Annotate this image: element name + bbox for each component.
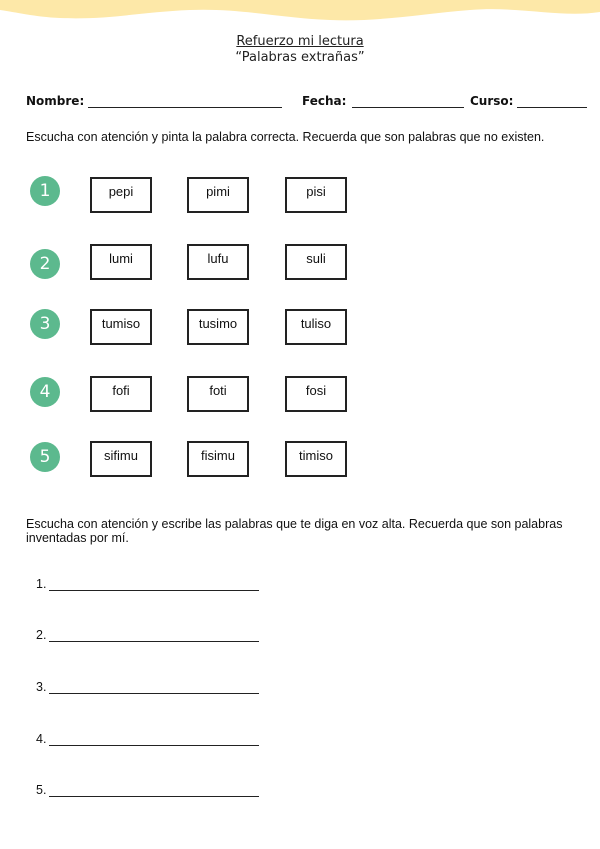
word-option[interactable]: pepi	[90, 177, 152, 213]
worksheet-subtitle: “Palabras extrañas”	[235, 50, 365, 65]
word-option[interactable]: suli	[285, 244, 347, 280]
course-label: Curso:	[470, 94, 514, 108]
name-field[interactable]	[26, 94, 282, 108]
name-line[interactable]	[88, 95, 282, 108]
answer-number: 2.	[36, 628, 47, 642]
word-option[interactable]: foti	[187, 376, 249, 412]
answer-underline[interactable]	[49, 578, 259, 591]
word-option[interactable]: timiso	[285, 441, 347, 477]
date-line[interactable]	[352, 95, 464, 108]
answer-line[interactable]	[36, 783, 259, 797]
answer-underline[interactable]	[49, 784, 259, 797]
answer-underline[interactable]	[49, 681, 259, 694]
word-option[interactable]: fofi	[90, 376, 152, 412]
number-badge: 2	[30, 249, 60, 279]
word-option[interactable]: fisimu	[187, 441, 249, 477]
name-label: Nombre:	[26, 94, 85, 108]
number-badge: 4	[30, 377, 60, 407]
number-badge: 5	[30, 442, 60, 472]
answer-number: 4.	[36, 732, 47, 746]
answer-number: 1.	[36, 577, 47, 591]
answer-underline[interactable]	[49, 629, 259, 642]
answer-line[interactable]	[36, 628, 259, 642]
word-option[interactable]: tusimo	[187, 309, 249, 345]
date-label: Fecha:	[302, 94, 347, 108]
word-option[interactable]: tuliso	[285, 309, 347, 345]
word-option[interactable]: lumi	[90, 244, 152, 280]
answer-number: 5.	[36, 783, 47, 797]
course-line[interactable]	[517, 95, 587, 108]
answer-number: 3.	[36, 680, 47, 694]
answer-line[interactable]	[36, 680, 259, 694]
date-field[interactable]	[302, 94, 464, 108]
top-wave-decoration	[0, 0, 600, 30]
word-option[interactable]: tumiso	[90, 309, 152, 345]
number-badge: 1	[30, 176, 60, 206]
word-option[interactable]: sifimu	[90, 441, 152, 477]
answer-line[interactable]	[36, 732, 259, 746]
word-option[interactable]: fosi	[285, 376, 347, 412]
instructions-part2: Escucha con atención y escribe las palabras que te diga en voz alta. Recuerda que son palabras inventadas por mí.	[26, 517, 563, 545]
word-option[interactable]: pimi	[187, 177, 249, 213]
answer-underline[interactable]	[49, 733, 259, 746]
word-option[interactable]: pisi	[285, 177, 347, 213]
course-field[interactable]	[470, 94, 587, 108]
word-option[interactable]: lufu	[187, 244, 249, 280]
number-badge: 3	[30, 309, 60, 339]
instructions-part1: Escucha con atención y pinta la palabra correcta. Recuerda que son palabras que no existen.	[26, 130, 545, 144]
answer-line[interactable]	[36, 577, 259, 591]
worksheet-title: Refuerzo mi lectura	[236, 34, 364, 49]
